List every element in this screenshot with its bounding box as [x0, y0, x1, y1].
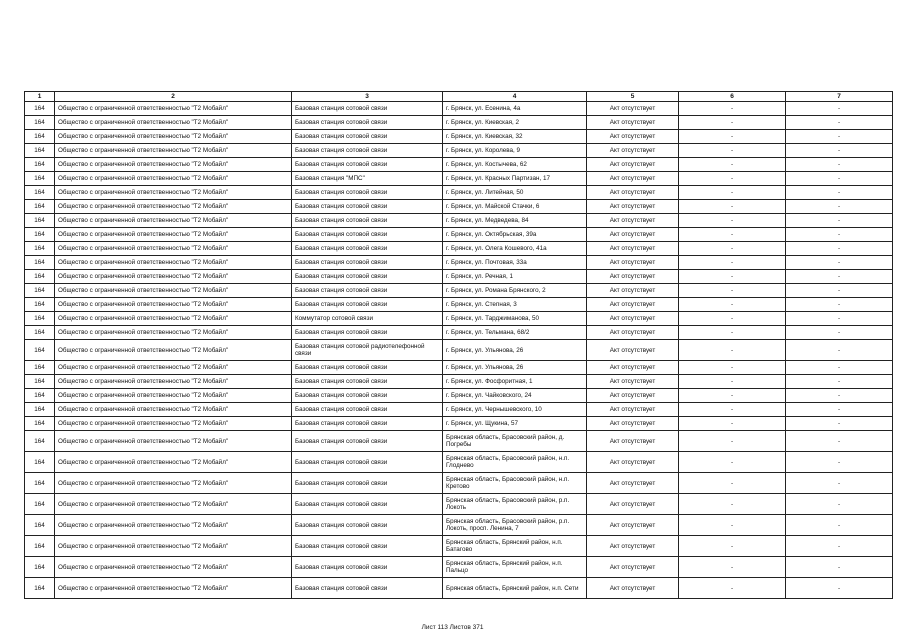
organization-cell: Общество с ограниченной ответственностью "Т2 Мобайл": [55, 452, 292, 473]
act-status-cell: Акт отсутствует: [587, 403, 679, 417]
act-status-cell: Акт отсутствует: [587, 515, 679, 536]
table-row: [25, 242, 893, 256]
object-type-cell: Базовая станция сотовой связи: [292, 130, 443, 144]
organization-cell: Общество с ограниченной ответственностью "Т2 Мобайл": [55, 270, 292, 284]
column-7-cell: -: [786, 431, 893, 452]
row-number-cell: 164: [25, 270, 55, 284]
row-number-cell: 164: [25, 494, 55, 515]
column-7-cell: -: [786, 473, 893, 494]
table-row: [25, 389, 893, 403]
column-7-cell: -: [786, 284, 893, 298]
table-row: [25, 116, 893, 130]
address-cell: Брянская область, Брасовский район, д. Погребы: [443, 431, 587, 452]
table-row: [25, 326, 893, 340]
column-6-cell: -: [679, 186, 786, 200]
row-number-cell: 164: [25, 326, 55, 340]
column-7-cell: -: [786, 242, 893, 256]
column-6-cell: -: [679, 452, 786, 473]
object-type-cell: Базовая станция сотовой связи: [292, 417, 443, 431]
row-number-cell: 164: [25, 158, 55, 172]
column-6-cell: -: [679, 284, 786, 298]
act-status-cell: Акт отсутствует: [587, 557, 679, 578]
object-type-cell: Базовая станция сотовой связи: [292, 102, 443, 116]
table-row: [25, 417, 893, 431]
column-6-cell: -: [679, 578, 786, 599]
column-7-cell: -: [786, 200, 893, 214]
column-7-cell: -: [786, 361, 893, 375]
column-7-cell: -: [786, 172, 893, 186]
row-number-cell: 164: [25, 452, 55, 473]
column-6-cell: -: [679, 536, 786, 557]
column-7-cell: -: [786, 515, 893, 536]
act-status-cell: Акт отсутствует: [587, 158, 679, 172]
organization-cell: Общество с ограниченной ответственностью "Т2 Мобайл": [55, 557, 292, 578]
act-status-cell: Акт отсутствует: [587, 200, 679, 214]
column-6-cell: -: [679, 557, 786, 578]
address-cell: г. Брянск, ул. Речная, 1: [443, 270, 587, 284]
column-header: 5: [587, 92, 679, 102]
table-row: [25, 186, 893, 200]
address-cell: г. Брянск, ул. Майской Стачки, 6: [443, 200, 587, 214]
column-6-cell: -: [679, 515, 786, 536]
table-row: [25, 375, 893, 389]
column-7-cell: -: [786, 130, 893, 144]
organization-cell: Общество с ограниченной ответственностью "Т2 Мобайл": [55, 284, 292, 298]
address-cell: г. Брянск, ул. Октябрьская, 39а: [443, 228, 587, 242]
column-header: 6: [679, 92, 786, 102]
table-row: [25, 557, 893, 578]
organization-cell: Общество с ограниченной ответственностью "Т2 Мобайл": [55, 361, 292, 375]
address-cell: г. Брянск, ул. Киевская, 2: [443, 116, 587, 130]
column-6-cell: -: [679, 473, 786, 494]
column-6-cell: -: [679, 158, 786, 172]
register-table: [24, 91, 893, 599]
act-status-cell: Акт отсутствует: [587, 130, 679, 144]
column-7-cell: -: [786, 557, 893, 578]
object-type-cell: Базовая станция сотовой радиотелефонной связи: [292, 340, 443, 361]
address-cell: г. Брянск, ул. Щукина, 57: [443, 417, 587, 431]
table-row: [25, 312, 893, 326]
table-row: [25, 228, 893, 242]
act-status-cell: Акт отсутствует: [587, 242, 679, 256]
address-cell: г. Брянск, ул. Тарджиманова, 50: [443, 312, 587, 326]
row-number-cell: 164: [25, 256, 55, 270]
table-row: [25, 256, 893, 270]
object-type-cell: Базовая станция сотовой связи: [292, 228, 443, 242]
column-7-cell: -: [786, 494, 893, 515]
object-type-cell: Базовая станция сотовой связи: [292, 326, 443, 340]
address-cell: Брянская область, Брянский район, н.п. Батагово: [443, 536, 587, 557]
row-number-cell: 164: [25, 473, 55, 494]
page-number: Лист 113 Листов 371: [421, 624, 484, 631]
column-7-cell: -: [786, 326, 893, 340]
column-7-cell: -: [786, 452, 893, 473]
column-6-cell: -: [679, 214, 786, 228]
address-cell: Брянская область, Брасовский район, н.п. Глоднево: [443, 452, 587, 473]
column-7-cell: -: [786, 158, 893, 172]
act-status-cell: Акт отсутствует: [587, 312, 679, 326]
act-status-cell: Акт отсутствует: [587, 144, 679, 158]
address-cell: Брянская область, Брянский район, н.п. Пальцо: [443, 557, 587, 578]
column-header: 2: [55, 92, 292, 102]
address-cell: г. Брянск, ул. Королева, 9: [443, 144, 587, 158]
row-number-cell: 164: [25, 186, 55, 200]
column-6-cell: -: [679, 340, 786, 361]
column-7-cell: -: [786, 228, 893, 242]
organization-cell: Общество с ограниченной ответственностью "Т2 Мобайл": [55, 375, 292, 389]
object-type-cell: Базовая станция сотовой связи: [292, 256, 443, 270]
row-number-cell: 164: [25, 200, 55, 214]
column-6-cell: -: [679, 403, 786, 417]
address-cell: г. Брянск, ул. Фосфоритная, 1: [443, 375, 587, 389]
column-header: 1: [25, 92, 55, 102]
column-6-cell: -: [679, 256, 786, 270]
organization-cell: Общество с ограниченной ответственностью "Т2 Мобайл": [55, 242, 292, 256]
column-7-cell: -: [786, 102, 893, 116]
object-type-cell: Базовая станция сотовой связи: [292, 242, 443, 256]
organization-cell: Общество с ограниченной ответственностью "Т2 Мобайл": [55, 515, 292, 536]
act-status-cell: Акт отсутствует: [587, 494, 679, 515]
table-row: [25, 578, 893, 599]
column-7-cell: -: [786, 270, 893, 284]
act-status-cell: Акт отсутствует: [587, 473, 679, 494]
address-cell: г. Брянск, ул. Красных Партизан, 17: [443, 172, 587, 186]
organization-cell: Общество с ограниченной ответственностью "Т2 Мобайл": [55, 130, 292, 144]
act-status-cell: Акт отсутствует: [587, 172, 679, 186]
row-number-cell: 164: [25, 172, 55, 186]
organization-cell: Общество с ограниченной ответственностью "Т2 Мобайл": [55, 256, 292, 270]
row-number-cell: 164: [25, 284, 55, 298]
column-7-cell: -: [786, 144, 893, 158]
column-header: 3: [292, 92, 443, 102]
row-number-cell: 164: [25, 515, 55, 536]
object-type-cell: Базовая станция сотовой связи: [292, 284, 443, 298]
organization-cell: Общество с ограниченной ответственностью "Т2 Мобайл": [55, 431, 292, 452]
act-status-cell: Акт отсутствует: [587, 417, 679, 431]
address-cell: Брянская область, Брасовский район, р.п. Локоть, просп. Ленина, 7: [443, 515, 587, 536]
address-cell: г. Брянск, ул. Олега Кошевого, 41а: [443, 242, 587, 256]
row-number-cell: 164: [25, 431, 55, 452]
organization-cell: Общество с ограниченной ответственностью "Т2 Мобайл": [55, 578, 292, 599]
row-number-cell: 164: [25, 130, 55, 144]
row-number-cell: 164: [25, 144, 55, 158]
table-row: [25, 403, 893, 417]
organization-cell: Общество с ограниченной ответственностью "Т2 Мобайл": [55, 417, 292, 431]
table-row: [25, 200, 893, 214]
row-number-cell: 164: [25, 102, 55, 116]
table-row: [25, 144, 893, 158]
organization-cell: Общество с ограниченной ответственностью "Т2 Мобайл": [55, 312, 292, 326]
row-number-cell: 164: [25, 228, 55, 242]
address-cell: г. Брянск, ул. Ульянова, 26: [443, 340, 587, 361]
column-7-cell: -: [786, 536, 893, 557]
column-7-cell: -: [786, 578, 893, 599]
column-7-cell: -: [786, 214, 893, 228]
address-cell: Брянская область, Брянский район, н.п. Сети: [443, 578, 587, 599]
address-cell: г. Брянск, ул. Медведева, 84: [443, 214, 587, 228]
row-number-cell: 164: [25, 375, 55, 389]
act-status-cell: Акт отсутствует: [587, 452, 679, 473]
organization-cell: Общество с ограниченной ответственностью "Т2 Мобайл": [55, 144, 292, 158]
address-cell: г. Брянск, ул. Романа Брянского, 2: [443, 284, 587, 298]
row-number-cell: 164: [25, 340, 55, 361]
organization-cell: Общество с ограниченной ответственностью "Т2 Мобайл": [55, 473, 292, 494]
act-status-cell: Акт отсутствует: [587, 578, 679, 599]
column-header: 7: [786, 92, 893, 102]
act-status-cell: Акт отсутствует: [587, 361, 679, 375]
object-type-cell: Базовая станция сотовой связи: [292, 375, 443, 389]
organization-cell: Общество с ограниченной ответственностью "Т2 Мобайл": [55, 536, 292, 557]
column-6-cell: -: [679, 270, 786, 284]
object-type-cell: Базовая станция сотовой связи: [292, 158, 443, 172]
table-row: [25, 494, 893, 515]
act-status-cell: Акт отсутствует: [587, 186, 679, 200]
row-number-cell: 164: [25, 578, 55, 599]
address-cell: г. Брянск, ул. Ульянова, 26: [443, 361, 587, 375]
act-status-cell: Акт отсутствует: [587, 326, 679, 340]
act-status-cell: Акт отсутствует: [587, 270, 679, 284]
column-6-cell: -: [679, 144, 786, 158]
address-cell: г. Брянск, ул. Чернышевского, 10: [443, 403, 587, 417]
column-7-cell: -: [786, 186, 893, 200]
table-row: [25, 431, 893, 452]
object-type-cell: Базовая станция сотовой связи: [292, 578, 443, 599]
organization-cell: Общество с ограниченной ответственностью "Т2 Мобайл": [55, 186, 292, 200]
organization-cell: Общество с ограниченной ответственностью "Т2 Мобайл": [55, 340, 292, 361]
column-header: 4: [443, 92, 587, 102]
act-status-cell: Акт отсутствует: [587, 536, 679, 557]
column-6-cell: -: [679, 130, 786, 144]
column-6-cell: -: [679, 312, 786, 326]
row-number-cell: 164: [25, 536, 55, 557]
object-type-cell: Базовая станция сотовой связи: [292, 473, 443, 494]
column-7-cell: -: [786, 312, 893, 326]
table-row: [25, 473, 893, 494]
organization-cell: Общество с ограниченной ответственностью "Т2 Мобайл": [55, 102, 292, 116]
row-number-cell: 164: [25, 214, 55, 228]
organization-cell: Общество с ограниченной ответственностью "Т2 Мобайл": [55, 298, 292, 312]
address-cell: г. Брянск, ул. Почтовая, 33а: [443, 256, 587, 270]
column-6-cell: -: [679, 172, 786, 186]
table-row: [25, 298, 893, 312]
row-number-cell: 164: [25, 389, 55, 403]
object-type-cell: Базовая станция сотовой связи: [292, 361, 443, 375]
object-type-cell: Базовая станция сотовой связи: [292, 298, 443, 312]
header-row: [25, 92, 893, 102]
address-cell: г. Брянск, ул. Литейная, 50: [443, 186, 587, 200]
organization-cell: Общество с ограниченной ответственностью "Т2 Мобайл": [55, 389, 292, 403]
column-6-cell: -: [679, 228, 786, 242]
column-6-cell: -: [679, 298, 786, 312]
column-7-cell: -: [786, 256, 893, 270]
object-type-cell: Базовая станция сотовой связи: [292, 116, 443, 130]
column-7-cell: -: [786, 389, 893, 403]
column-6-cell: -: [679, 326, 786, 340]
object-type-cell: Базовая станция сотовой связи: [292, 389, 443, 403]
act-status-cell: Акт отсутствует: [587, 284, 679, 298]
organization-cell: Общество с ограниченной ответственностью "Т2 Мобайл": [55, 403, 292, 417]
address-cell: г. Брянск, ул. Костычева, 62: [443, 158, 587, 172]
table-row: [25, 536, 893, 557]
object-type-cell: Базовая станция сотовой связи: [292, 200, 443, 214]
column-6-cell: -: [679, 375, 786, 389]
organization-cell: Общество с ограниченной ответственностью "Т2 Мобайл": [55, 116, 292, 130]
object-type-cell: Базовая станция "МПС": [292, 172, 443, 186]
table-row: [25, 130, 893, 144]
organization-cell: Общество с ограниченной ответственностью "Т2 Мобайл": [55, 172, 292, 186]
column-6-cell: -: [679, 494, 786, 515]
act-status-cell: Акт отсутствует: [587, 431, 679, 452]
column-6-cell: -: [679, 200, 786, 214]
row-number-cell: 164: [25, 361, 55, 375]
address-cell: г. Брянск, ул. Тельмана, 68/2: [443, 326, 587, 340]
column-6-cell: -: [679, 116, 786, 130]
column-6-cell: -: [679, 389, 786, 403]
row-number-cell: 164: [25, 312, 55, 326]
address-cell: г. Брянск, ул. Киевская, 32: [443, 130, 587, 144]
address-cell: г. Брянск, ул. Есенина, 4а: [443, 102, 587, 116]
organization-cell: Общество с ограниченной ответственностью "Т2 Мобайл": [55, 494, 292, 515]
object-type-cell: Базовая станция сотовой связи: [292, 494, 443, 515]
row-number-cell: 164: [25, 403, 55, 417]
organization-cell: Общество с ограниченной ответственностью "Т2 Мобайл": [55, 200, 292, 214]
address-cell: г. Брянск, ул. Чайковского, 24: [443, 389, 587, 403]
row-number-cell: 164: [25, 242, 55, 256]
object-type-cell: Базовая станция сотовой связи: [292, 452, 443, 473]
object-type-cell: Базовая станция сотовой связи: [292, 536, 443, 557]
organization-cell: Общество с ограниченной ответственностью "Т2 Мобайл": [55, 326, 292, 340]
column-7-cell: -: [786, 116, 893, 130]
column-6-cell: -: [679, 431, 786, 452]
column-6-cell: -: [679, 361, 786, 375]
table-row: [25, 102, 893, 116]
column-7-cell: -: [786, 375, 893, 389]
act-status-cell: Акт отсутствует: [587, 256, 679, 270]
organization-cell: Общество с ограниченной ответственностью "Т2 Мобайл": [55, 228, 292, 242]
act-status-cell: Акт отсутствует: [587, 214, 679, 228]
row-number-cell: 164: [25, 557, 55, 578]
table-row: [25, 158, 893, 172]
object-type-cell: Базовая станция сотовой связи: [292, 270, 443, 284]
table-row: [25, 284, 893, 298]
act-status-cell: Акт отсутствует: [587, 102, 679, 116]
act-status-cell: Акт отсутствует: [587, 340, 679, 361]
row-number-cell: 164: [25, 298, 55, 312]
table-row: [25, 452, 893, 473]
object-type-cell: Базовая станция сотовой связи: [292, 431, 443, 452]
act-status-cell: Акт отсутствует: [587, 389, 679, 403]
organization-cell: Общество с ограниченной ответственностью "Т2 Мобайл": [55, 214, 292, 228]
object-type-cell: Базовая станция сотовой связи: [292, 403, 443, 417]
column-7-cell: -: [786, 340, 893, 361]
address-cell: Брянская область, Брасовский район, н.п. Кретово: [443, 473, 587, 494]
column-6-cell: -: [679, 417, 786, 431]
act-status-cell: Акт отсутствует: [587, 116, 679, 130]
object-type-cell: Базовая станция сотовой связи: [292, 557, 443, 578]
object-type-cell: Коммутатор сотовой связи: [292, 312, 443, 326]
table-row: [25, 172, 893, 186]
table-row: [25, 515, 893, 536]
row-number-cell: 164: [25, 417, 55, 431]
table-row: [25, 270, 893, 284]
object-type-cell: Базовая станция сотовой связи: [292, 515, 443, 536]
table-row: [25, 340, 893, 361]
address-cell: г. Брянск, ул. Степная, 3: [443, 298, 587, 312]
table-row: [25, 214, 893, 228]
row-number-cell: 164: [25, 116, 55, 130]
act-status-cell: Акт отсутствует: [587, 228, 679, 242]
column-7-cell: -: [786, 298, 893, 312]
organization-cell: Общество с ограниченной ответственностью "Т2 Мобайл": [55, 158, 292, 172]
object-type-cell: Базовая станция сотовой связи: [292, 214, 443, 228]
act-status-cell: Акт отсутствует: [587, 298, 679, 312]
column-7-cell: -: [786, 417, 893, 431]
act-status-cell: Акт отсутствует: [587, 375, 679, 389]
column-6-cell: -: [679, 102, 786, 116]
object-type-cell: Базовая станция сотовой связи: [292, 186, 443, 200]
object-type-cell: Базовая станция сотовой связи: [292, 144, 443, 158]
table-row: [25, 361, 893, 375]
column-7-cell: -: [786, 403, 893, 417]
column-6-cell: -: [679, 242, 786, 256]
address-cell: Брянская область, Брасовский район, р.п. Локоть: [443, 494, 587, 515]
